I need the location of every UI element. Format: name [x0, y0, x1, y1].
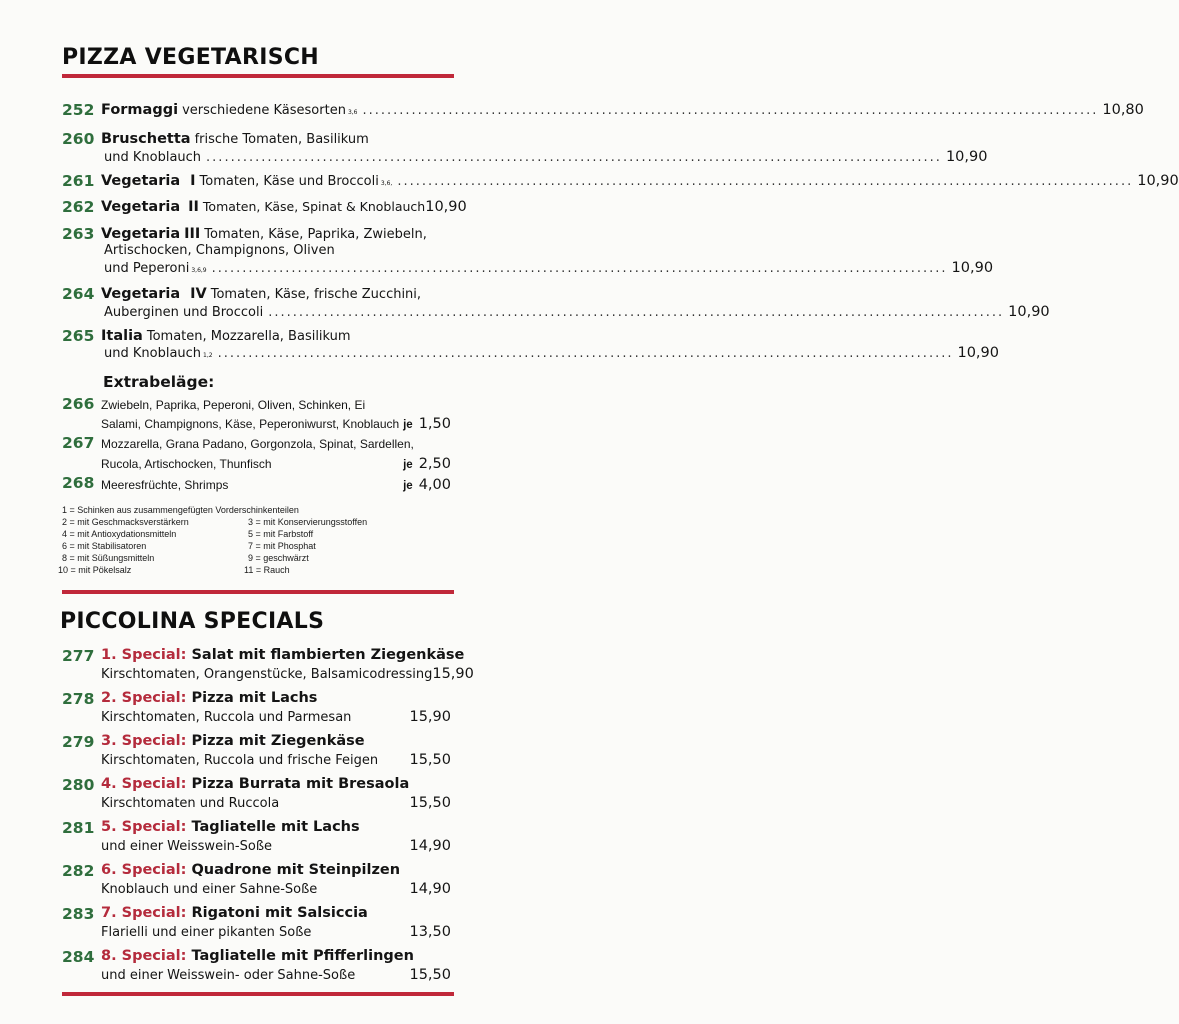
- legend-right-3: 7 = mit Phosphat: [248, 541, 316, 551]
- legend-right-4: 9 = geschwärzt: [248, 553, 309, 563]
- item-price: 15,50: [409, 752, 451, 768]
- special-heading: [101, 819, 360, 835]
- item-price: 2,50: [418, 456, 451, 472]
- additive-note: 3,6: [347, 109, 358, 116]
- legend-left-3: 6 = mit Stabilisatoren: [62, 541, 147, 551]
- item-price: 15,90: [432, 666, 474, 682]
- special-description: Kirschtomaten, Orangenstücke, Balsamicodressing 15,90: [101, 666, 474, 682]
- item-number: 282: [62, 862, 95, 880]
- menu-item-263: [101, 226, 451, 242]
- dot-leader: [362, 103, 1098, 118]
- dot-leader: [397, 174, 1133, 189]
- item-number: 280: [62, 776, 95, 794]
- item-number: 265: [62, 327, 95, 345]
- item-price: 10,90: [425, 199, 467, 215]
- additive-note: 1,2: [203, 352, 213, 359]
- special-name: Pizza Burrata mit Bresaola: [191, 776, 410, 792]
- item-number: 262: [62, 198, 95, 216]
- item-description: verschiedene Käsesorten: [182, 103, 346, 118]
- item-price: 10,90: [951, 260, 994, 276]
- item-name: Vegetaria: [101, 286, 181, 302]
- special-name: Quadrone mit Steinpilzen: [191, 862, 401, 878]
- menu-item-265: [101, 328, 451, 344]
- item-number: 284: [62, 948, 95, 966]
- item-number: 260: [62, 130, 95, 148]
- special-description: Flarielli und einer pikanten Soße 13,50: [101, 924, 451, 940]
- per-item-label: je: [403, 459, 413, 471]
- item-price: 1,50: [418, 416, 451, 432]
- extras-line: Rucola, Artischocken, Thunfisch je 2,50: [101, 456, 451, 472]
- section-title-piccolina-specials: PICCOLINA SPECIALS: [60, 609, 325, 634]
- extras-line: Meeresfrüchte, Shrimps je 4,00: [101, 477, 451, 493]
- special-description: Kirschtomaten und Ruccola 15,50: [101, 795, 451, 811]
- special-description: und einer Weisswein-Soße 14,90: [101, 838, 451, 854]
- item-description: Tomaten, Käse, frische Zucchini,: [210, 287, 422, 302]
- legend-left-1: 2 = mit Geschmacksverstärkern: [62, 517, 189, 527]
- item-description: frische Tomaten, Basilikum: [194, 132, 369, 147]
- extras-line: Mozzarella, Grana Padano, Gorgonzola, Spinat, Sardellen,: [101, 437, 414, 451]
- special-name: Tagliatelle mit Lachs: [191, 819, 360, 835]
- special-label: 2. Special:: [101, 690, 187, 706]
- extras-line: Salami, Champignons, Käse, Peperoniwurst, Knoblauch je 1,50: [101, 416, 451, 432]
- special-heading: [101, 647, 464, 663]
- item-variant: I: [190, 173, 196, 189]
- section-divider: [62, 992, 454, 996]
- item-price: 10,80: [1102, 102, 1144, 118]
- item-number: 264: [62, 285, 95, 303]
- item-description-line: und Knoblauch 1,2 ..... 10,90: [104, 345, 451, 361]
- special-heading: [101, 733, 365, 749]
- item-price: 10,90: [957, 345, 999, 361]
- item-number: 279: [62, 733, 95, 751]
- special-name: Pizza mit Lachs: [191, 690, 318, 706]
- dot-leader: [218, 346, 954, 361]
- item-number: 266: [62, 395, 95, 413]
- special-heading: [101, 948, 414, 964]
- item-variant: IV: [190, 286, 207, 302]
- section-divider: [62, 74, 454, 78]
- item-price: 15,50: [409, 967, 451, 983]
- item-price: 14,90: [409, 881, 451, 897]
- dot-leader: [268, 305, 1004, 320]
- special-description: Kirschtomaten, Ruccola und frische Feigen 15,50: [101, 752, 451, 768]
- special-description: Kirschtomaten, Ruccola und Parmesan 15,90: [101, 709, 451, 725]
- item-number: 281: [62, 819, 95, 837]
- legend-right-1: 3 = mit Konservierungsstoffen: [248, 517, 368, 527]
- item-price: 10,90: [945, 149, 988, 165]
- per-item-label: je: [403, 419, 413, 431]
- legend-right-5: 11 = Rauch: [244, 565, 290, 575]
- item-description: Tomaten, Mozzarella, Basilikum: [146, 329, 351, 344]
- legend-left-5: 10 = mit Pökelsalz: [58, 565, 132, 575]
- item-description: Tomaten, Käse und Broccoli: [199, 174, 379, 189]
- item-number: 268: [62, 474, 95, 492]
- special-label: 7. Special:: [101, 905, 187, 921]
- menu-item-264: [101, 286, 451, 302]
- special-label: 4. Special:: [101, 776, 187, 792]
- menu-item-261: [101, 173, 1179, 189]
- extras-title: Extrabeläge:: [103, 373, 215, 391]
- item-variant: III: [184, 226, 201, 242]
- menu-item-260: [101, 131, 451, 147]
- item-price: 15,90: [409, 709, 451, 725]
- item-number: 267: [62, 434, 95, 452]
- section-title-pizza-vegetarisch: PIZZA VEGETARISCH: [62, 45, 319, 70]
- legend-left-4: 8 = mit Süßungsmitteln: [62, 553, 155, 563]
- special-heading: [101, 905, 368, 921]
- item-description-line: Artischocken, Champignons, Oliven: [104, 243, 335, 258]
- item-number: 263: [62, 225, 95, 243]
- menu-item-262: [101, 199, 467, 215]
- item-number: 278: [62, 690, 95, 708]
- per-item-label: je: [403, 480, 413, 492]
- special-label: 8. Special:: [101, 948, 187, 964]
- item-number: 283: [62, 905, 95, 923]
- item-name: Vegetaria: [101, 173, 181, 189]
- item-name: Vegetaria: [101, 199, 181, 215]
- additive-note: 3,6,: [380, 180, 393, 187]
- item-name: Formaggi: [101, 102, 179, 118]
- special-name: Tagliatelle mit Pfifferlingen: [191, 948, 414, 964]
- item-number: 261: [62, 172, 95, 190]
- legend-left-2: 4 = mit Antioxydationsmitteln: [62, 529, 177, 539]
- item-price: 14,90: [409, 838, 451, 854]
- item-price: 15,50: [409, 795, 451, 811]
- special-label: 3. Special:: [101, 733, 187, 749]
- item-number: 252: [62, 101, 95, 119]
- item-price: 10,90: [1008, 304, 1050, 320]
- menu-item-252: [101, 102, 1144, 118]
- legend-line: 1 = Schinken aus zusammengefügten Vorderschinkenteilen: [62, 505, 299, 515]
- extras-line: Zwiebeln, Paprika, Peperoni, Oliven, Schinken, Ei: [101, 398, 366, 412]
- item-number: 277: [62, 647, 95, 665]
- special-heading: [101, 862, 400, 878]
- special-description: und einer Weisswein- oder Sahne-Soße 15,50: [101, 967, 451, 983]
- item-description: Tomaten, Käse, Paprika, Zwiebeln,: [204, 227, 427, 242]
- special-heading: [101, 690, 317, 706]
- special-name: Salat mit flambierten Ziegenkäse: [191, 647, 465, 663]
- special-label: 6. Special:: [101, 862, 187, 878]
- special-heading: [101, 776, 409, 792]
- item-description-line: und Knoblauch ..... 10,90: [104, 149, 451, 165]
- item-description-line: Auberginen und Broccoli ..... 10,90: [104, 304, 451, 320]
- dot-leader: [206, 150, 942, 165]
- item-name: Vegetaria: [101, 226, 181, 242]
- item-variant: II: [188, 199, 199, 215]
- item-price: 13,50: [409, 924, 451, 940]
- item-name: Bruschetta: [101, 131, 191, 147]
- item-name: Italia: [101, 328, 143, 344]
- item-description-line: und Peperoni 3,6,9 ..... 10,90: [104, 260, 451, 276]
- special-name: Rigatoni mit Salsiccia: [191, 905, 368, 921]
- item-price: 10,90: [1137, 173, 1179, 189]
- dot-leader: [212, 261, 948, 276]
- section-divider: [62, 590, 454, 594]
- item-description: Tomaten, Käse, Spinat & Knoblauch: [202, 199, 426, 214]
- special-description: Knoblauch und einer Sahne-Soße 14,90: [101, 881, 451, 897]
- additive-note: 3,6,9: [191, 267, 207, 274]
- special-label: 5. Special:: [101, 819, 187, 835]
- item-price: 4,00: [418, 477, 451, 493]
- special-label: 1. Special:: [101, 647, 187, 663]
- legend-right-2: 5 = mit Farbstoff: [248, 529, 314, 539]
- special-name: Pizza mit Ziegenkäse: [191, 733, 365, 749]
